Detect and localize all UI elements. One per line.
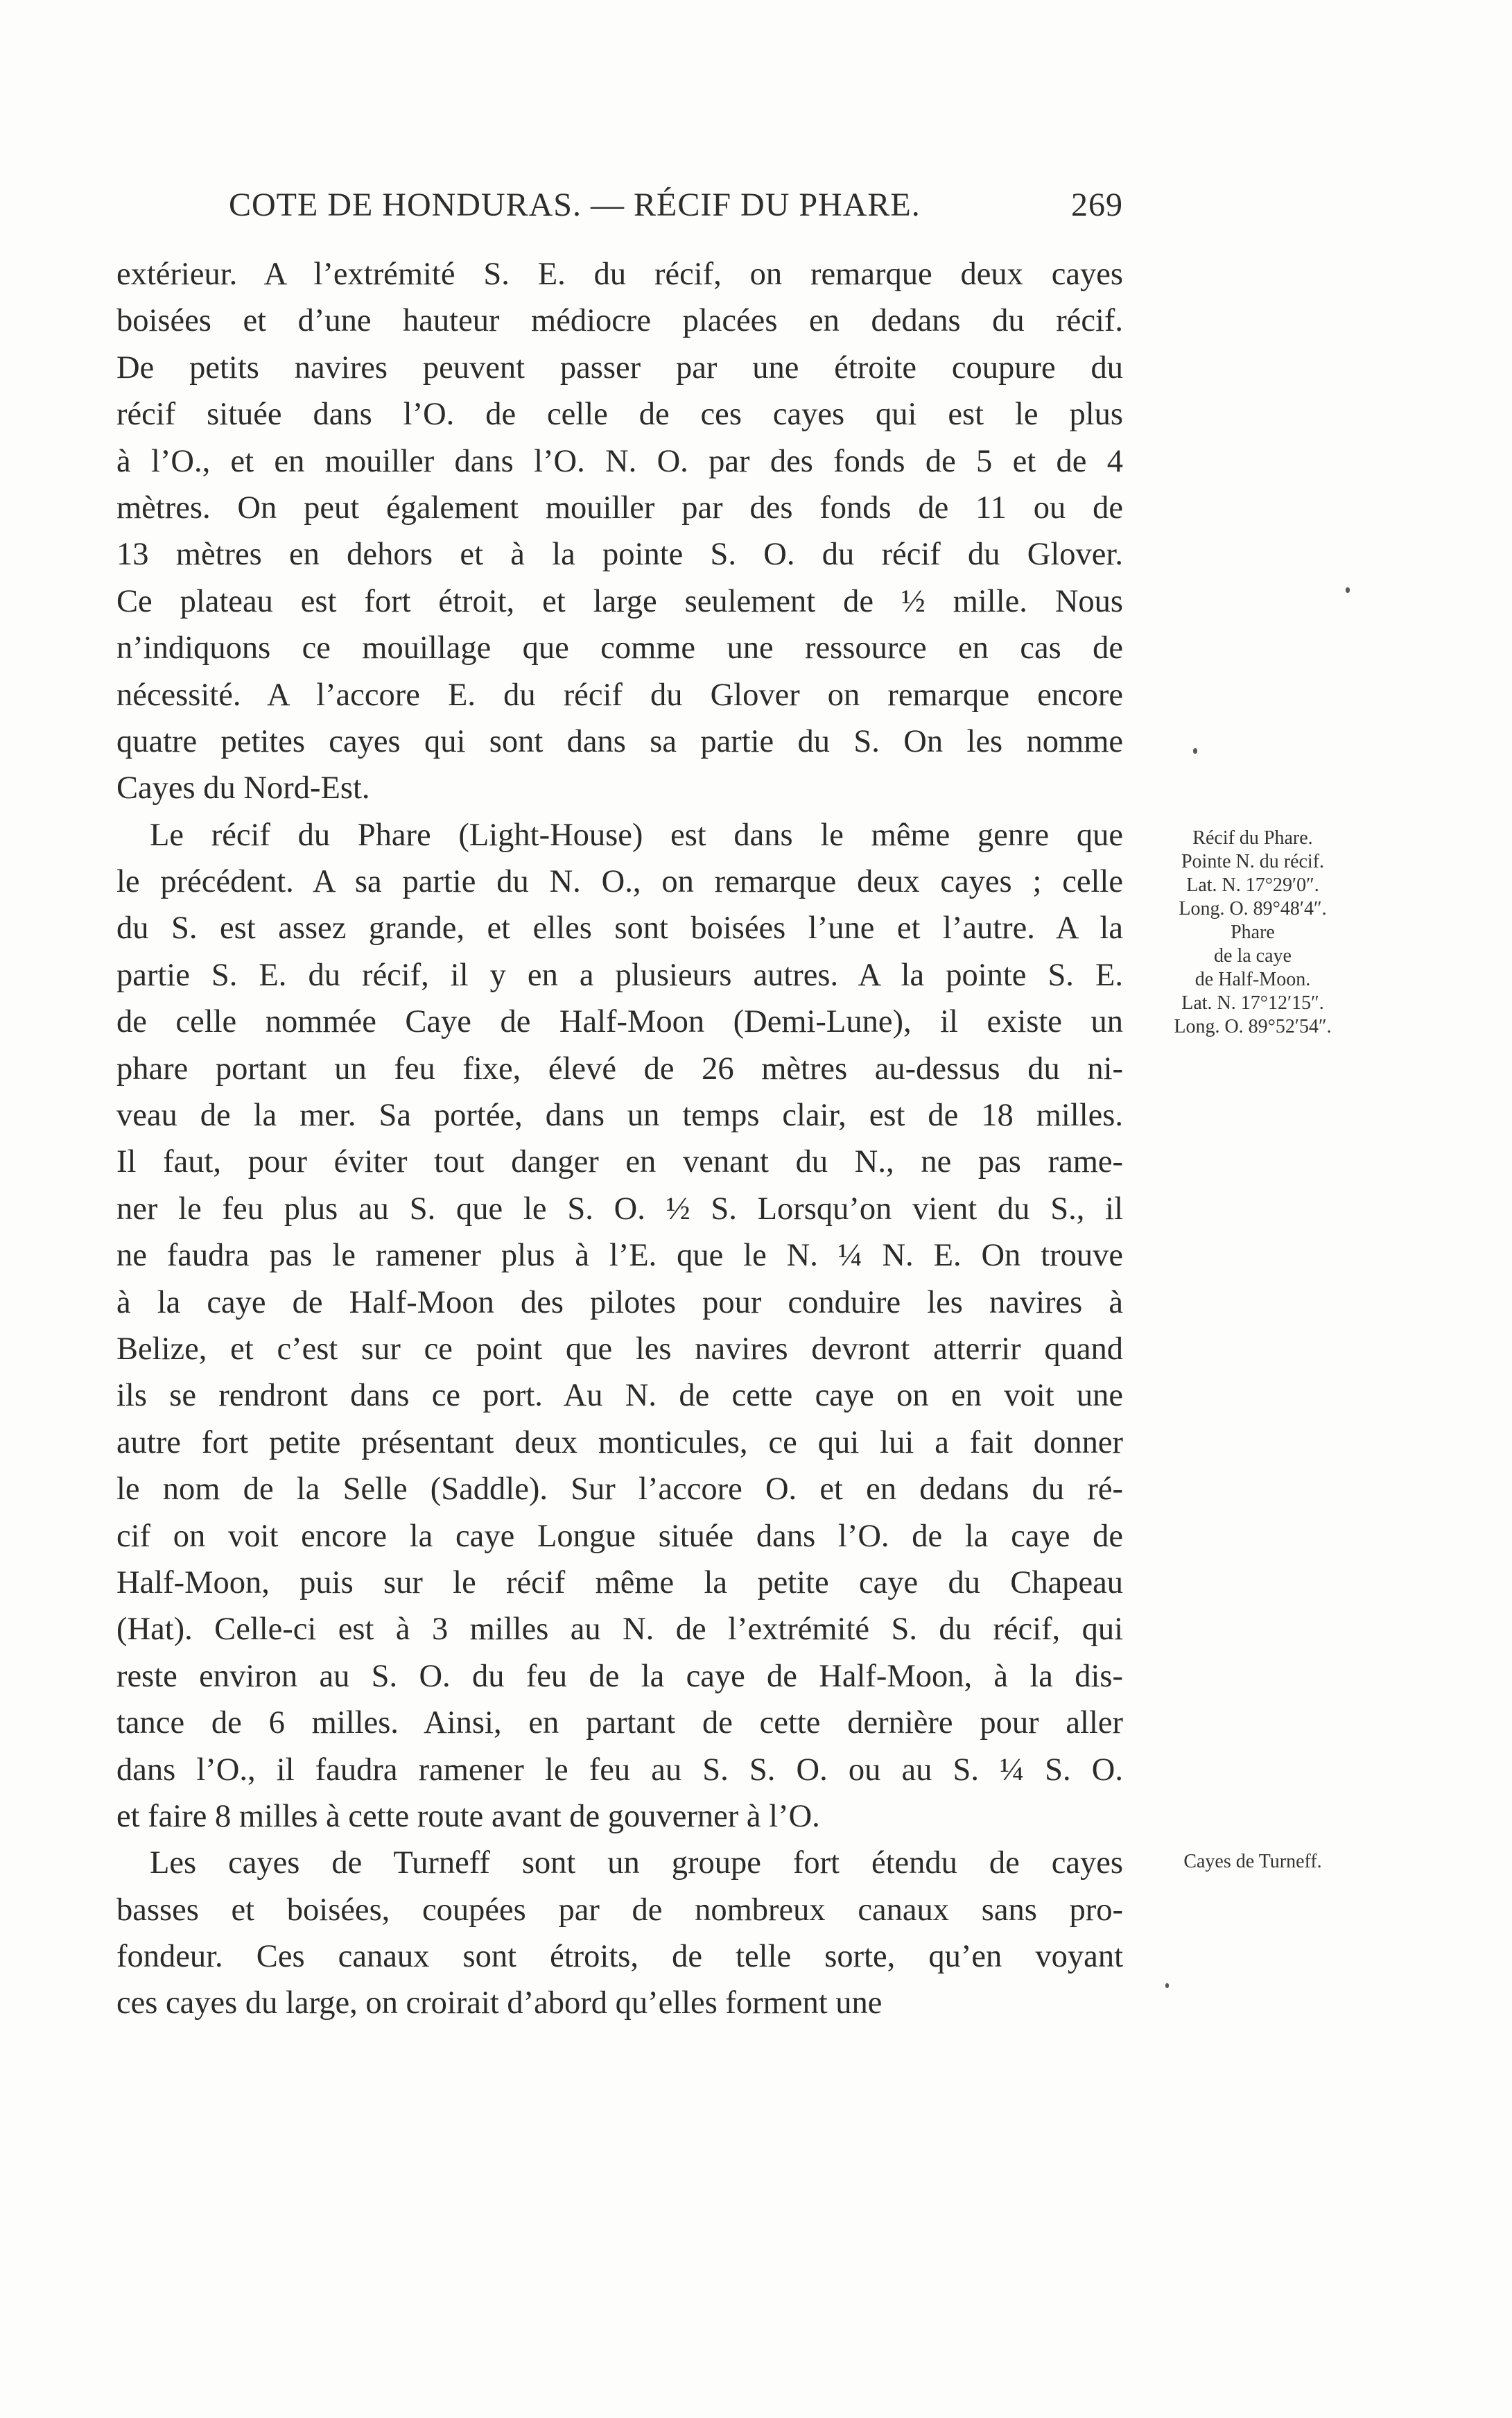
text-line: le précédent. A sa partie du N. O., on remarque deux cayes ; celle: [116, 864, 1123, 900]
text-line: n’indiquons ce mouillage que comme une ressource en cas de: [116, 630, 1123, 666]
text-line: à l’O., et en mouiller dans l’O. N. O. par des fonds de 5 et de 4: [116, 443, 1123, 479]
margin-note-line: de la caye: [1214, 945, 1292, 967]
margin-note-line: Pointe N. du récif.: [1181, 851, 1325, 872]
text-line: ne faudra pas le ramener plus à l’E. que le N. ¼ N. E. On trouve: [116, 1238, 1123, 1274]
text-line: Il faut, pour éviter tout danger en venant du N., ne pas rame-: [116, 1144, 1123, 1180]
margin-note-cayes-de-turneff: Cayes de Turneff.: [1183, 1851, 1322, 1872]
text-line: fondeur. Ces canaux sont étroits, de telle sorte, qu’en voyant: [116, 1939, 1123, 1975]
text-line: reste environ au S. O. du feu de la caye de Half-Moon, à la dis-: [116, 1658, 1123, 1694]
main-text: [116, 251, 1123, 2027]
text-line: mètres. On peut également mouiller par des fonds de 11 ou de: [116, 490, 1123, 526]
text-line: ils se rendront dans ce port. Au N. de cette caye on en voit une: [116, 1378, 1123, 1414]
text-line: Cayes du Nord-Est.: [116, 770, 370, 806]
text-line: (Hat). Celle-ci est à 3 milles au N. de l’extrémité S. du récif, qui: [116, 1612, 1123, 1648]
page-number: 269: [1071, 187, 1123, 223]
text-line: Le récif du Phare (Light-House) est dans le même genre que: [150, 817, 1123, 853]
margin-note-line: Lat. N. 17°29′0″.: [1186, 874, 1319, 896]
text-line: De petits navires peuvent passer par une étroite coupure du: [116, 349, 1123, 386]
margin-note-recif-du-phare: Récif du Phare.: [1192, 827, 1313, 849]
text-line: phare portant un feu fixe, élevé de 26 mètres au-dessus du ni-: [116, 1051, 1123, 1087]
text-line: tance de 6 milles. Ainsi, en partant de cette dernière pour aller: [116, 1705, 1123, 1741]
text-line: dans l’O., il faudra ramener le feu au S. S. O. ou au S. ¼ S. O.: [116, 1752, 1123, 1788]
text-line: Ce plateau est fort étroit, et large seulement de ½ mille. Nous: [116, 583, 1123, 619]
text-line: basses et boisées, coupées par de nombreux canaux sans pro-: [116, 1892, 1123, 1928]
text-line: Half-Moon, puis sur le récif même la petite caye du Chapeau: [116, 1564, 1123, 1600]
print-speck: [1346, 587, 1350, 593]
text-line: et faire 8 milles à cette route avant de gouverner à l’O.: [116, 1798, 820, 1834]
text-line: extérieur. A l’extrémité S. E. du récif, on remarque deux cayes: [116, 257, 1123, 292]
text-line: ces cayes du large, on croirait d’abord qu’elles forment une: [116, 1985, 883, 2021]
margin-note-line: Long. O. 89°48′4″.: [1179, 898, 1327, 919]
margin-note-phare-coordinates: [1145, 850, 1360, 1039]
header-title: COTE DE HONDURAS. — RÉCIF DU PHARE.: [229, 187, 921, 223]
text-line: de celle nommée Caye de Half-Moon (Demi-Lune), il existe un: [116, 1004, 1123, 1040]
print-speck: [1193, 748, 1197, 754]
text-line: ner le feu plus au S. que le S. O. ½ S. Lorsqu’on vient du S., il: [116, 1191, 1123, 1227]
margin-note-line: Lat. N. 17°12′15″.: [1181, 992, 1324, 1014]
text-line: quatre petites cayes qui sont dans sa partie du S. On les nomme: [116, 723, 1123, 759]
text-line: récif située dans l’O. de celle de ces cayes qui est le plus: [116, 397, 1123, 433]
text-line: partie S. E. du récif, il y en a plusieurs autres. A la pointe S. E.: [116, 957, 1123, 993]
text-line: Belize, et c’est sur ce point que les navires devront atterrir quand: [116, 1331, 1123, 1367]
margin-note-line: Long. O. 89°52′54″.: [1174, 1016, 1332, 1037]
paragraph-3: [116, 1840, 1123, 2027]
text-line: le nom de la Selle (Saddle). Sur l’accore O. et en dedans du ré-: [116, 1471, 1123, 1508]
text-line: nécessité. A l’accore E. du récif du Glover on remarque encore: [116, 677, 1123, 713]
text-line: cif on voit encore la caye Longue située dans l’O. de la caye de: [116, 1518, 1123, 1554]
text-line: Les cayes de Turneff sont un groupe fort étendu de cayes: [150, 1845, 1123, 1881]
print-speck: [1165, 1983, 1169, 1988]
text-line: veau de la mer. Sa portée, dans un temps clair, est de 18 milles.: [116, 1098, 1123, 1134]
paragraph-2: [116, 812, 1123, 1840]
text-line: 13 mètres en dehors et à la pointe S. O. du récif du Glover.: [116, 537, 1123, 573]
text-line: à la caye de Half-Moon des pilotes pour conduire les navires à: [116, 1284, 1123, 1320]
margin-note-line: de Half-Moon.: [1194, 969, 1311, 990]
running-header: [229, 186, 1123, 234]
margin-note-line: Phare: [1231, 922, 1275, 943]
text-line: boisées et d’une hauteur médiocre placées en dedans du récif.: [116, 303, 1123, 339]
paragraph-1: [116, 251, 1123, 812]
text-line: du S. est assez grande, et elles sont boisées l’une et l’autre. A la: [116, 910, 1123, 947]
text-line: autre fort petite présentant deux monticules, ce qui lui a fait donner: [116, 1424, 1123, 1460]
